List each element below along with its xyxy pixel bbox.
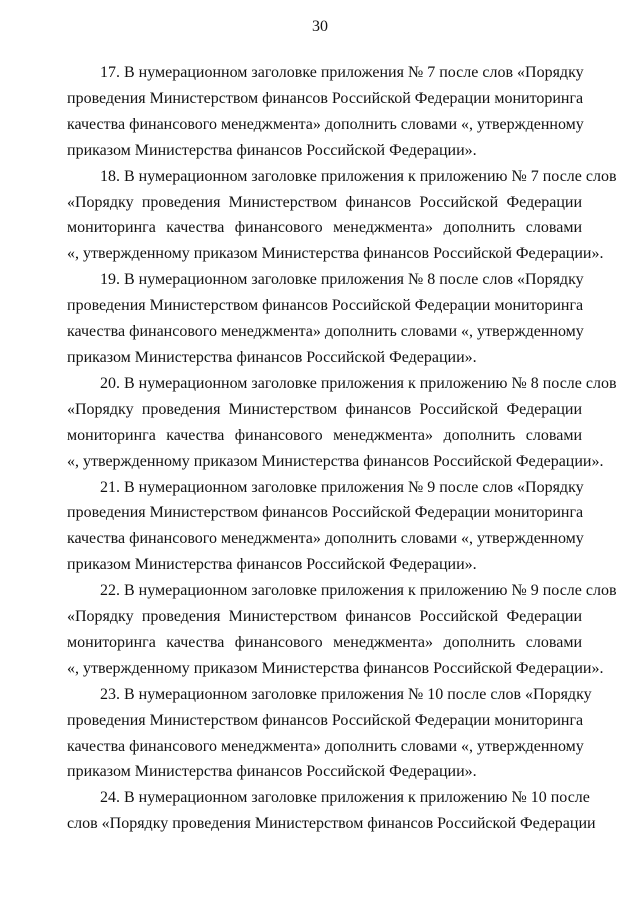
paragraph <box>67 682 592 786</box>
paragraph-line: 23. В нумерационном заголовке приложения № 10 после слов «Порядку <box>100 685 592 703</box>
paragraph-line: слов «Порядку проведения Министерством финансов Российской Федерации <box>67 815 596 833</box>
paragraph-line: проведения Министерством финансов Российской Федерации мониторинга <box>67 89 584 107</box>
paragraph-line: приказом Министерства финансов Российской Федерации». <box>67 141 477 159</box>
paragraph-line: проведения Министерством финансов Российской Федерации мониторинга <box>67 297 584 315</box>
paragraph <box>67 267 582 371</box>
paragraph-line: качества финансового менеджмента» дополнить словами «, утвержденному <box>67 737 584 755</box>
paragraph-line: 24. В нумерационном заголовке приложения к приложению № 10 после <box>100 789 590 807</box>
paragraph-line: проведения Министерством финансов Российской Федерации мониторинга <box>67 711 584 729</box>
paragraph-line: проведения Министерством финансов Российской Федерации мониторинга <box>67 504 584 522</box>
paragraph <box>67 60 582 164</box>
paragraph-line: «Порядку проведения Министерством финансов Российской Федерации <box>67 193 582 211</box>
paragraph-line: качества финансового менеджмента» дополнить словами «, утвержденному <box>67 530 584 548</box>
paragraph-line: качества финансового менеджмента» дополнить словами «, утвержденному <box>67 323 584 341</box>
paragraph-line: приказом Министерства финансов Российской Федерации». <box>67 556 477 574</box>
document-body <box>67 60 617 837</box>
paragraph-line: 21. В нумерационном заголовке приложения № 9 после слов «Порядку <box>100 478 584 496</box>
paragraph-line: 17. В нумерационном заголовке приложения № 7 после слов «Порядку <box>100 64 584 81</box>
paragraph-line: «, утвержденному приказом Министерства финансов Российской Федерации». <box>67 659 604 677</box>
paragraph-line: 18. В нумерационном заголовке приложения к приложению № 7 после слов <box>100 167 617 185</box>
paragraph <box>67 164 617 268</box>
paragraph-line: 22. В нумерационном заголовке приложения к приложению № 9 после слов <box>100 582 617 600</box>
paragraph-line: мониторинга качества финансового менеджмента» дополнить словами <box>67 219 582 237</box>
paragraph-line: приказом Министерства финансов Российской Федерации». <box>67 348 477 366</box>
paragraph <box>67 475 582 579</box>
paragraph <box>67 578 617 682</box>
paragraph-line: 20. В нумерационном заголовке приложения к приложению № 8 после слов <box>100 374 617 392</box>
paragraph-line: «, утвержденному приказом Министерства финансов Российской Федерации». <box>67 452 604 470</box>
page-number: 30 <box>312 18 328 35</box>
paragraph <box>67 785 596 837</box>
paragraph <box>67 371 617 475</box>
paragraph-line: мониторинга качества финансового менеджмента» дополнить словами <box>67 633 582 651</box>
paragraph-line: «Порядку проведения Министерством финансов Российской Федерации <box>67 400 582 418</box>
paragraph-line: мониторинга качества финансового менеджмента» дополнить словами <box>67 426 582 444</box>
paragraph-line: 19. В нумерационном заголовке приложения № 8 после слов «Порядку <box>100 271 584 289</box>
paragraph-line: «, утвержденному приказом Министерства финансов Российской Федерации». <box>67 245 604 263</box>
paragraph-line: приказом Министерства финансов Российской Федерации». <box>67 763 477 781</box>
paragraph-line: качества финансового менеджмента» дополнить словами «, утвержденному <box>67 115 584 133</box>
paragraph-line: «Порядку проведения Министерством финансов Российской Федерации <box>67 608 582 626</box>
